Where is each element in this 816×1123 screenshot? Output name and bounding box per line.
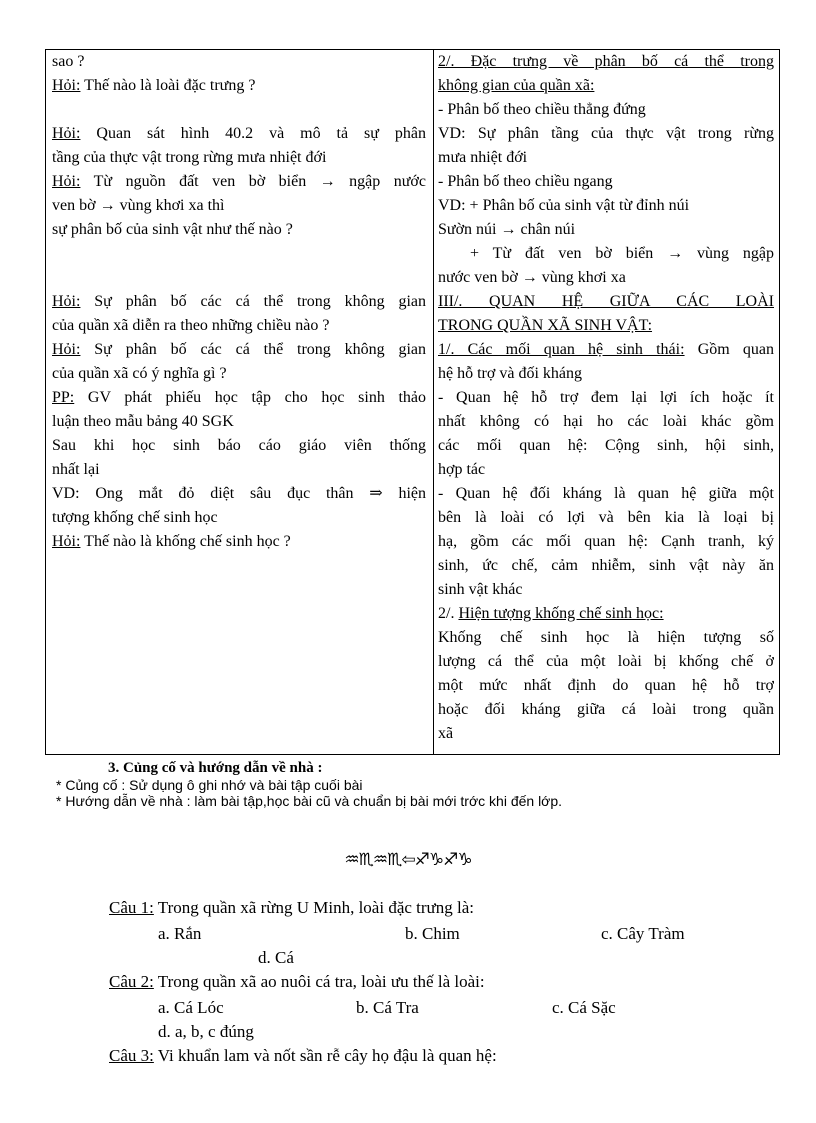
question-3: Câu 3: Vi khuẩn lam và nốt sần rễ cây họ đậu là quan hệ: <box>109 1046 497 1065</box>
right-line: bên là loài có lợi và bên kia là loại bị <box>438 509 774 526</box>
right-line: lượng cá thể của một loài bị khống chế ở <box>438 653 774 670</box>
right-line: VD: Sự phân tầng của thực vật trong rừng <box>438 125 774 142</box>
right-heading: III/. QUAN HỆ GIỮA CÁC LOÀI <box>438 293 774 310</box>
left-line <box>52 98 426 122</box>
right-line: - Quan hệ đối kháng là quan hệ giữa một <box>438 485 774 502</box>
option: a. Cá Lóc <box>158 998 224 1017</box>
left-line: Hỏi: Sự phân bố các cá thể trong không gian <box>52 341 426 358</box>
right-line: nhất không có hại ho các loài khác gồm <box>438 413 774 430</box>
left-line: Hỏi: Sự phân bố các cá thể trong không gian <box>52 293 426 310</box>
right-column <box>438 50 774 746</box>
left-line: PP: GV phát phiếu học tập cho học sinh thảo <box>52 389 426 406</box>
right-line: 2/. Hiện tượng khống chế sinh học: <box>438 605 664 622</box>
left-line: Hỏi: Từ nguồn đất ven bờ biển → ngập nước <box>52 173 426 190</box>
right-line: một mức nhất định do quan hệ hỗ trợ <box>438 677 774 694</box>
lesson-table <box>45 49 780 755</box>
option: d. Cá <box>258 948 294 967</box>
right-line: sinh, ức chế, cảm nhiễm, sinh vật này ăn <box>438 557 774 574</box>
option: d. a, b, c đúng <box>158 1022 254 1041</box>
right-heading: TRONG QUẦN XÃ SINH VẬT: <box>438 317 653 334</box>
right-line: hợp tác <box>438 461 486 478</box>
option: c. Cá Sặc <box>552 998 616 1017</box>
left-line: Hỏi: Quan sát hình 40.2 và mô tả sự phân <box>52 125 426 142</box>
right-line: hạ, gồm các mối quan hệ: Cạnh tranh, ký <box>438 533 774 550</box>
left-line: sao ? <box>52 53 85 70</box>
right-line: + Từ đất ven bờ biển → vùng ngập <box>470 245 774 262</box>
left-line: VD: Ong mắt đỏ diệt sâu đục thân ⇒ hiện <box>52 485 426 502</box>
left-column <box>52 50 426 554</box>
right-line: sinh vật khác <box>438 581 523 598</box>
option: a. Rắn <box>158 924 202 943</box>
decorative-divider: ♒♏♒♏⇦♐♑♐♑ <box>344 850 472 870</box>
left-line: của quần xã diễn ra theo những chiều nào ? <box>52 317 330 334</box>
left-line: Sau khi học sinh báo cáo giáo viên thống <box>52 437 426 454</box>
option: b. Chim <box>405 924 460 943</box>
homework-note: * Hướng dẫn về nhà : làm bài tập,học bài cũ và chuẩn bị bài mới trớc khi đến lớp. <box>56 793 563 809</box>
left-line: ven bờ → vùng khơi xa thì <box>52 197 225 214</box>
section-title: 3. Củng cố và hướng dẫn về nhà : <box>108 760 323 776</box>
right-line: Khống chế sinh học là hiện tượng số <box>438 629 774 646</box>
left-line: tầng của thực vật trong rừng mưa nhiệt đới <box>52 149 327 166</box>
left-line: sự phân bố của sinh vật như thế nào ? <box>52 221 293 238</box>
right-line: - Phân bố theo chiều ngang <box>438 173 613 190</box>
right-line: hoặc đối kháng giữa cá loài trong quần <box>438 701 774 718</box>
left-line: Hỏi: Thế nào là khống chế sinh học ? <box>52 533 291 550</box>
right-line: - Quan hệ hỗ trợ đem lại lợi ích hoặc ít <box>438 389 774 406</box>
left-line: tượng khống chế sinh học <box>52 509 218 526</box>
option: b. Cá Tra <box>356 998 419 1017</box>
left-line: Hỏi: Thế nào là loài đặc trưng ? <box>52 77 256 94</box>
question-1: Câu 1: Trong quần xã rừng U Minh, loài đặc trưng là: <box>109 898 475 917</box>
review-section <box>56 760 776 809</box>
right-line: nước ven bờ → vùng khơi xa <box>438 269 626 286</box>
left-line <box>52 242 426 266</box>
option: c. Cây Tràm <box>601 924 685 943</box>
left-line: nhất lại <box>52 461 100 478</box>
right-line: VD: + Phân bố của sinh vật từ đỉnh núi <box>438 197 690 214</box>
left-line: luận theo mẫu bảng 40 SGK <box>52 413 234 430</box>
right-line: các mối quan hệ: Cộng sinh, hội sinh, <box>438 437 774 454</box>
right-line: xã <box>438 725 454 742</box>
left-line: của quần xã có ý nghĩa gì ? <box>52 365 227 382</box>
left-line <box>52 266 426 290</box>
right-line: hệ hỗ trợ và đối kháng <box>438 365 582 382</box>
right-line: 2/. Đặc trưng về phân bố cá thể trong <box>438 53 774 70</box>
review-note: * Củng cố : Sử dụng ô ghi nhớ và bài tập cuối bài <box>56 777 363 793</box>
right-line: 1/. Các mối quan hệ sinh thái: Gồm quan <box>438 341 774 358</box>
right-line: - Phân bố theo chiều thẳng đứng <box>438 101 646 118</box>
right-line: mưa nhiệt đới <box>438 149 528 166</box>
question-2: Câu 2: Trong quần xã ao nuôi cá tra, loài ưu thế là loài: <box>109 972 485 991</box>
right-line: Sườn núi → chân núi <box>438 221 576 238</box>
right-line: không gian của quần xã: <box>438 77 595 94</box>
column-divider <box>433 50 434 754</box>
